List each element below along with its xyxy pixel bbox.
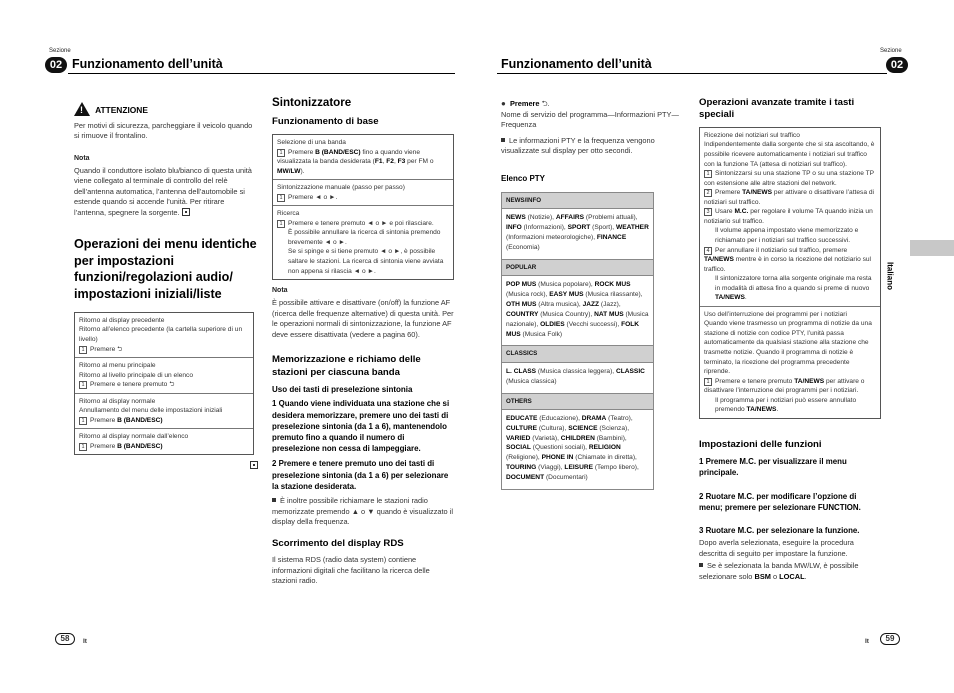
menu-operations-heading: Operazioni dei menu identiche per impostazioni funzioni/regolazioni audio/ impostazioni iniziali/liste xyxy=(74,237,257,301)
pty-description: (Cultura), xyxy=(538,424,567,432)
memory-step-2: 2 Premere e tenere premuto uno dei tasti di preselezione sintonia (da 1 a 6) per selezionare la stazione desiderata. xyxy=(272,459,449,491)
manual-tuning-row: Sintonizzazione manuale (passo per passo) 1 Premere ◄ o ►. xyxy=(273,180,453,206)
memory-heading: Memorizzazione e richiamo delle stazioni per ciascuna banda xyxy=(272,354,421,378)
language-code: It xyxy=(865,638,869,645)
pty-list-table xyxy=(501,192,654,490)
pty-code: ROCK MUS xyxy=(594,281,631,289)
memory-step-1: 1 Quando viene individuata una stazione che si desidera memorizzare, premere uno dei tasti di preselezione sintonia (da 1 a 6), mantenendolo premuto fino a quando il numero di preselezione non cessa di lampeggiare. xyxy=(272,399,450,454)
pty-description: (Educazione), xyxy=(539,414,580,422)
preset-keys-heading: Uso dei tasti di preselezione sintonia xyxy=(272,385,413,394)
pty-group-items xyxy=(502,276,653,346)
pty-description: (Sport), xyxy=(592,224,615,232)
menu-operations-table xyxy=(74,312,254,456)
sezione-label: Sezione xyxy=(880,48,902,54)
pty-description: (Musica rilassante), xyxy=(585,290,643,298)
pty-description: (Musica classica leggera), xyxy=(537,367,615,375)
menu-row-4: Ritorno al display normale dall’elenco 1 Premere B (BAND/ESC) xyxy=(79,433,189,450)
pty-description: (Chiamate in diretta), xyxy=(575,454,637,462)
chapter-title-text: Funzionamento dell’unità xyxy=(72,57,223,71)
pty-description: (Varietà), xyxy=(532,434,559,442)
rds-heading: Scorrimento del display RDS xyxy=(272,537,404,549)
pty-description: (Musica Country), xyxy=(540,310,593,318)
attention-text: Per motivi di sicurezza, parcheggiare il veicolo quando si rimuove il frontalino. xyxy=(74,120,253,141)
advanced-operations-heading: Operazioni avanzate tramite i tasti speciali xyxy=(699,97,855,121)
pty-description: (Religione), xyxy=(506,454,540,462)
rds-press-line: ● Premere ⮌. xyxy=(501,99,550,108)
section-number-badge: 02 xyxy=(45,57,67,73)
pty-code: RELIGION xyxy=(588,444,621,452)
pty-code: FINANCE xyxy=(596,234,627,242)
right-column-1 xyxy=(501,98,684,490)
pty-description: (Questioni sociali), xyxy=(532,444,587,452)
pty-description: (Musica classica) xyxy=(506,377,557,385)
pty-description: (Bambini), xyxy=(596,434,627,442)
pty-code: SOCIAL xyxy=(506,444,531,452)
function-settings-heading: Impostazioni delle funzioni xyxy=(699,438,822,450)
function-bullet: Se è selezionata la banda MW/LW, è possibile selezionare solo BSM o LOCAL. xyxy=(699,561,859,581)
tuner-heading: Sintonizzatore xyxy=(272,96,352,109)
attention-block xyxy=(74,102,258,117)
note1-label: Nota xyxy=(74,154,90,162)
left-column-1 xyxy=(74,102,258,472)
right-column-2 xyxy=(699,97,881,586)
traffic-announcements-table xyxy=(699,127,881,419)
pty-code: POP MUS xyxy=(506,281,537,289)
pty-description: (Vecchi successi), xyxy=(566,320,620,328)
back-icon: ⮌ xyxy=(169,381,175,389)
memory-bullet: È inoltre possibile richiamare le stazioni radio memorizzate premendo ▲ o ▼ quando è visualizzato il display della frequenza. xyxy=(272,496,454,527)
pty-code: JAZZ xyxy=(582,300,600,308)
right-page xyxy=(477,0,954,693)
pty-description: (Musica popolare), xyxy=(538,281,593,289)
pty-code: L. CLASS xyxy=(506,367,537,375)
pty-code: EDUCATE xyxy=(506,414,538,422)
pty-description: (Musica rock), xyxy=(506,290,548,298)
chapter-title xyxy=(68,57,455,74)
pty-description: (Viaggi), xyxy=(538,464,563,472)
end-mark-icon xyxy=(182,208,190,216)
chapter-title-text: Funzionamento dell’unità xyxy=(501,57,652,71)
back-icon: ⮌ xyxy=(541,99,548,108)
basic-operation-heading: Funzionamento di base xyxy=(272,116,379,128)
pty-code: OTH MUS xyxy=(506,300,537,308)
pty-group-header: CLASSICS xyxy=(502,346,653,362)
pty-description: (Scienza), xyxy=(599,424,630,432)
tuner-note-label: Nota xyxy=(272,287,288,295)
pty-description: (Altra musica), xyxy=(538,300,581,308)
menu-row-1: Ritorno al display precedente Ritorno all’elenco precedente (la cartella superiore di un livello) 1 Premere ⮌ xyxy=(75,313,253,358)
page-number: 58 xyxy=(55,633,75,645)
pty-code: LEISURE xyxy=(564,464,593,472)
left-column-2 xyxy=(272,96,454,592)
chapter-title xyxy=(497,57,887,74)
pty-code: DRAMA xyxy=(581,414,607,422)
tuner-note-text: È possibile attivare e disattivare (on/off) la funzione AF (ricerca delle frequenze alternative) di questa unità. Per le operazioni normali di sintonizzazione, la funzione AF deve essere disattivata (vedere a pagina 60). xyxy=(272,298,454,339)
pty-description: (Documentari) xyxy=(545,474,588,482)
function-text: Dopo averla selezionata, eseguire la procedura descritta di seguito per impostare la funzione. xyxy=(699,538,854,558)
pty-description: (Economia) xyxy=(506,243,540,251)
pty-code: SPORT xyxy=(567,224,591,232)
pty-code: EASY MUS xyxy=(549,290,584,298)
pty-code: OLDIES xyxy=(540,320,565,328)
pty-code: NEWS xyxy=(506,214,526,222)
pty-description: (Problemi attuali), xyxy=(585,214,638,222)
pty-code: TOURING xyxy=(506,464,537,472)
band-select-row: Selezione di una banda 1 Premere B (BAND/ESC) fino a quando viene visualizzata la banda desiderata (F1, F2, F3 per FM o MW/LW). xyxy=(273,135,453,180)
pty-code: CULTURE xyxy=(506,424,538,432)
pty-code: VARIED xyxy=(506,434,531,442)
pty-group-items xyxy=(502,209,653,260)
pty-code: NAT MUS xyxy=(594,310,624,318)
language-code: It xyxy=(83,638,87,645)
news-interrupt-row: Uso dell’interruzione dei programmi per i notiziari Quando viene trasmesso un programma di notizie da una stazione di notizie con codice PTY, l’unità passa automaticamente da qualsiasi stazione alla stazione che trasmette notizie. Quando il programma di notizie è terminato, la ricezione del programma precedente riprende. 1 Premere e tenere premuto TA/NEWS per attivare o disattivare l’interruzione dei programmi per i notiziari. Il programma per i notiziari può essere annullato premendo TA/NEWS. xyxy=(704,310,872,414)
pty-description: (Tempo libero), xyxy=(594,464,639,472)
rds-sequence: Nome di servizio del programma—Informazioni PTY—Frequenza xyxy=(501,109,679,130)
pty-code: DOCUMENT xyxy=(506,474,545,482)
pty-description: (Informazioni), xyxy=(523,224,566,232)
attention-title: ATTENZIONE xyxy=(95,105,148,115)
language-tab xyxy=(910,240,954,256)
pty-code: INFO xyxy=(506,224,522,232)
pty-code: AFFAIRS xyxy=(555,214,585,222)
pty-code: PHONE IN xyxy=(541,454,574,462)
pty-code: CLASSIC xyxy=(615,367,645,375)
sidebar-language-label: Italiano xyxy=(885,262,895,291)
pty-description: (Musica Folk) xyxy=(522,330,563,338)
note1-text: Quando il conduttore isolato blu/bianco di questa unità viene collegato al terminale di controllo del relè dell’antenna automatica, l’antenna dell’automobile si estende quando si accende l’unità. Per ritirare l’antenna, spegnere la sorgente. xyxy=(74,165,252,217)
traffic-row: Ricezione dei notiziari sul traffico Indipendentemente dalla sorgente che si sta ascoltando, è possibile ricevere automaticamente i notiziari sul traffico con la funzione TA (attesa di notiziari sul traffico). 1 Sintonizzarsi su una stazione TP o su una stazione TP con estensione alle altre stazioni del network. 2 Premere TA/NEWS per attivare o disattivare l’attesa di notiziari sul traffico. 3 Usare M.C. per regolare il volume TA quando inizia un notiziario sul traffico. Il volume appena impostato viene memorizzato e richiamato per i notiziari sul traffico successivi. 4 Per annullare il notiziario sul traffico, premere TA/NEWS mentre è in corso la ricezione del notiziario sul traffico. Il sintonizzatore torna alla sorgente originale ma resta in modalità di attesa fino a quando si preme di nuovo TA/NEWS. xyxy=(700,128,880,307)
section-number-badge: 02 xyxy=(886,57,908,73)
pty-description: (Informazioni meteorologiche), xyxy=(506,234,596,242)
menu-row-3: Ritorno al display normale Annullamento del menu delle impostazioni iniziali 1 Premere B (BAND/ESC) xyxy=(75,394,253,430)
pty-group-items xyxy=(502,363,653,394)
pty-code: COUNTRY xyxy=(506,310,539,318)
back-icon: ⮌ xyxy=(117,345,123,353)
pty-description: (Teatro), xyxy=(608,414,633,422)
pty-code: SCIENCE xyxy=(568,424,598,432)
warning-icon: ! xyxy=(74,102,90,116)
function-step-3: 3 Ruotare M.C. per selezionare la funzione. xyxy=(699,526,860,536)
pty-code: WEATHER xyxy=(615,224,649,232)
pty-group-items xyxy=(502,410,653,489)
end-mark-icon xyxy=(250,461,258,469)
function-step-2: 2 Ruotare M.C. per modificare l’opzione di menu; premere per selezionare FUNCTION. xyxy=(699,491,861,512)
function-step-1: 1 Premere M.C. per visualizzare il menu principale. xyxy=(699,457,847,478)
pty-list-heading: Elenco PTY xyxy=(501,173,546,183)
pty-group-header: POPULAR xyxy=(502,260,653,276)
pty-description: (Jazz), xyxy=(600,300,621,308)
pty-description: (Notizie), xyxy=(527,214,555,222)
pty-code: CHILDREN xyxy=(560,434,595,442)
page-number: 59 xyxy=(880,633,900,645)
pty-group-header: NEWS/INFO xyxy=(502,193,653,209)
pty-code: FOLK MUS xyxy=(506,320,640,338)
seek-row: Ricerca 1 Premere e tenere premuto ◄ o ► e poi rilasciare. È possibile annullare la ricerca di sintonia premendo brevemente ◄ o ►. Se si spinge e si tiene premuto ◄ o ►, è possibile saltare le stazioni. La ricerca di sintonia viene avviata non appena si rilascia ◄ o ►. xyxy=(277,210,444,275)
pty-group-header: OTHERS xyxy=(502,394,653,410)
sezione-label: Sezione xyxy=(49,48,71,54)
rds-bullet: Le informazioni PTY e la frequenza vengono visualizzate sul display per otto secondi. xyxy=(501,135,655,156)
rds-text: Il sistema RDS (radio data system) contiene informazioni digitali che facilitano la ricerca delle stazioni radio. xyxy=(272,555,430,586)
menu-row-2: Ritorno al menu principale Ritorno al livello principale di un elenco 1 Premere e tenere premuto ⮌ xyxy=(75,358,253,394)
pty-description: (Musica nazionale), xyxy=(506,310,649,328)
tuner-operations-table xyxy=(272,134,454,280)
